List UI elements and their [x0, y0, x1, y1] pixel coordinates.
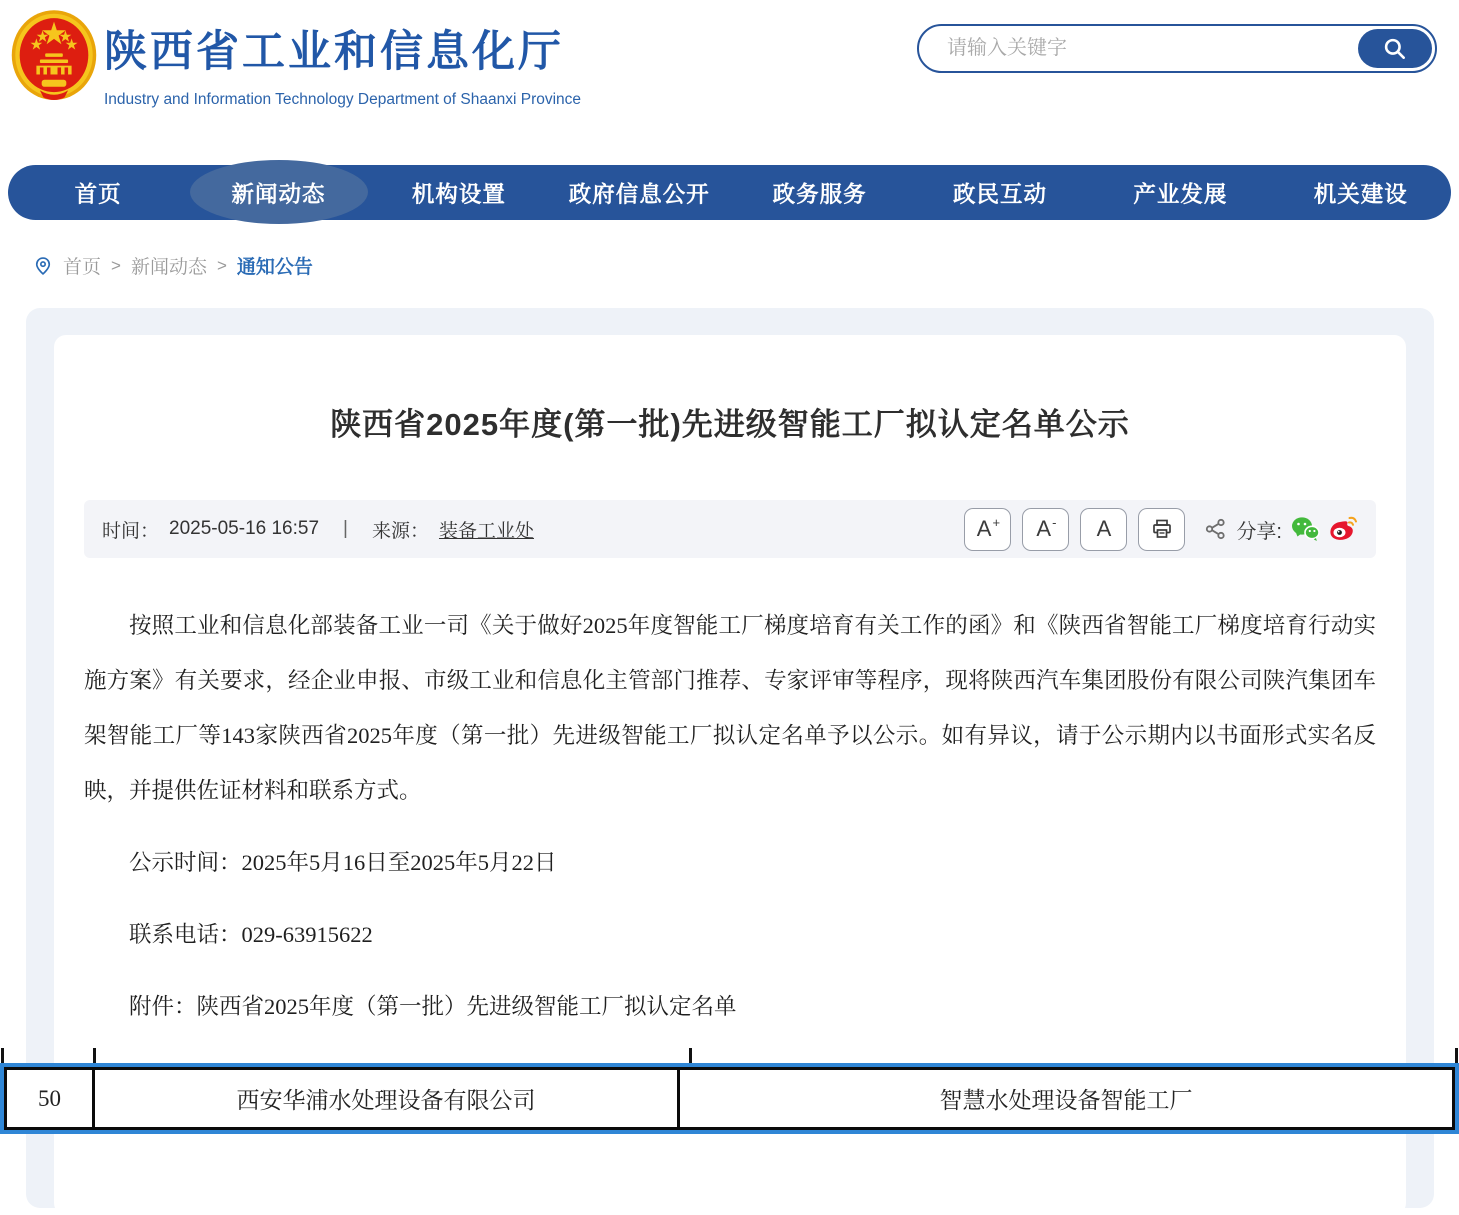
- printer-icon: [1150, 517, 1174, 541]
- meta-time-label: 时间：: [102, 520, 160, 542]
- site-search: [917, 24, 1437, 73]
- breadcrumb-separator: >: [111, 255, 121, 275]
- nav-item-interaction[interactable]: 政民互动: [953, 181, 1048, 207]
- article-body: [84, 598, 1376, 1034]
- article-contact-phone: 联系电话：029-63915622: [129, 922, 373, 947]
- font-increase-button[interactable]: A +: [964, 508, 1011, 551]
- nav-item-organization[interactable]: 机构设置: [411, 181, 506, 207]
- meta-divider: |: [343, 518, 348, 539]
- share-icon: [1204, 517, 1228, 541]
- site-title: 陕西省工业和信息化厅: [104, 28, 564, 76]
- breadcrumb-news[interactable]: 新闻动态: [130, 257, 207, 278]
- nav-item-gov-info[interactable]: 政府信息公开: [568, 181, 710, 207]
- nav-item-agency[interactable]: 机关建设: [1313, 181, 1408, 207]
- print-button[interactable]: [1138, 508, 1185, 551]
- meta-source-value[interactable]: 装备工业处: [438, 520, 534, 542]
- article-meta-bar: [84, 500, 1376, 558]
- meta-time-value: 2025-05-16 16:57: [169, 518, 320, 539]
- nav-item-industry[interactable]: 产业发展: [1133, 181, 1228, 207]
- font-decrease-button[interactable]: A -: [1022, 508, 1069, 551]
- site-header: [0, 0, 1459, 160]
- article-publicity-period: 公示时间：2025年5月16日至2025年5月22日: [129, 850, 557, 875]
- site-subtitle-en: Industry and Information Technology Department of Shaanxi Province: [104, 91, 582, 108]
- share-cluster: [1204, 515, 1358, 544]
- article-attachment-line: 附件：陕西省2025年度（第一批）先进级智能工厂拟认定名单: [129, 994, 737, 1019]
- table-border-remnant: [93, 1048, 96, 1063]
- site-brand: [104, 18, 581, 109]
- search-button[interactable]: [1358, 29, 1432, 68]
- article-toolbar: [964, 508, 1358, 551]
- national-emblem-logo: [10, 8, 98, 104]
- wechat-share-icon[interactable]: [1290, 515, 1320, 543]
- table-cell-index: 50: [7, 1070, 95, 1127]
- attachment-table-row-highlighted: [0, 1063, 1459, 1134]
- article-paragraph-intro: 按照工业和信息化部装备工业一司《关于做好2025年度智能工厂梯度培育有关工作的函》和《陕西省智能工厂梯度培育行动实施方案》有关要求，经企业申报、市级工业和信息化主管部门推荐、专家评审等程序，现将陕西汽车集团股份有限公司陕汽集团车架智能工厂等143家陕西省2025年度（第一批）先进级智能工厂拟认定名单予以公示。如有异议，请于公示期内以书面形式实名反映，并提供佐证材料和联系方式。: [84, 613, 1376, 803]
- table-cell-company: 西安华浦水处理设备有限公司: [95, 1070, 680, 1127]
- nav-item-gov-services[interactable]: 政务服务: [772, 181, 867, 207]
- breadcrumb-home[interactable]: 首页: [63, 257, 102, 278]
- china-national-emblem-icon: [10, 8, 98, 104]
- weibo-share-icon[interactable]: [1328, 515, 1358, 543]
- share-label: 分享:: [1236, 520, 1282, 543]
- meta-source-label: 来源：: [371, 520, 429, 542]
- main-nav: [8, 165, 1451, 220]
- table-cell-factory: 智慧水处理设备智能工厂: [939, 1088, 1193, 1113]
- article-meta-info: [102, 516, 534, 543]
- table-border-remnant: [689, 1048, 692, 1063]
- breadcrumb-separator: >: [216, 255, 227, 275]
- article-title: 陕西省2025年度(第一批)先进级智能工厂拟认定名单公示: [330, 407, 1130, 442]
- breadcrumb: [33, 252, 313, 279]
- table-border-remnant: [1, 1048, 4, 1063]
- nav-item-home[interactable]: 首页: [74, 181, 122, 207]
- breadcrumb-notices-current[interactable]: 通知公告: [236, 257, 313, 278]
- table-row: [4, 1067, 1455, 1130]
- table-border-remnant: [1455, 1048, 1458, 1063]
- font-reset-button[interactable]: A: [1080, 508, 1127, 551]
- search-icon: [1382, 36, 1408, 62]
- location-pin-icon: [33, 255, 53, 277]
- nav-item-news[interactable]: 新闻动态: [188, 165, 368, 220]
